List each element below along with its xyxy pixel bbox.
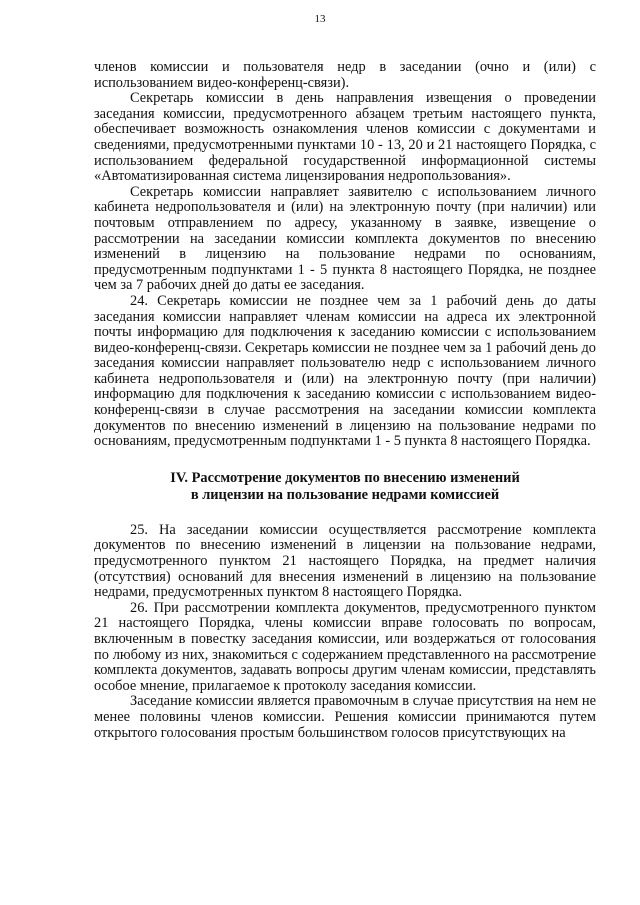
- section-heading-line-2: в лицензии на пользование недрами комиссией: [190, 486, 500, 503]
- paragraph-secretary-access: Секретарь комиссии в день направления извещения о проведении заседания комиссии, предусмотренного абзацем третьим настоящего пункта, обеспечивает возможность ознакомления членов комиссии с документами и сведениями, предусмотренными пунктами 10 - 13, 20 и 21 настоящего Порядка, с использованием федеральной государственной информационной системы «Автоматизированная система лицензирования недропользования».: [94, 90, 596, 185]
- paragraph-quorum: Заседание комиссии является правомочным в случае присутствия на нем не менее половины членов комиссии. Решения комиссии принимаются путем открытого голосования простым большинством голосов присутствующих на: [94, 693, 596, 741]
- paragraph-24: 24. Секретарь комиссии не позднее чем за 1 рабочий день до даты заседания комиссии направляет членам комиссии на адреса их электронной почты информацию для подключения к заседанию комиссии с использованием видео-конференц-связи. Секретарь комиссии не позднее чем за 1 рабочий день до заседания комиссии направляет пользователю недр с использованием личного кабинета недропользователя и (или) на электронную почту (при наличии) информацию для подключения к заседанию комиссии с использованием видео-конференц-связи в случае рассмотрения на заседании комиссии комплекта документов по внесению изменений в лицензию на пользование недрами по основаниям, предусмотренным подпунктами 1 - 5 пункта 8 настоящего Порядка.: [94, 292, 596, 450]
- paragraph-secretary-notice: Секретарь комиссии направляет заявителю с использованием личного кабинета недропользователя и (или) на электронную почту (при наличии) или почтовым отправлением по адресу, указанному в заявке, извещение о рассмотрении на заседании комиссии комплекта документов по внесению изменений в лицензию на пользование недрами по основаниям, предусмотренным подпунктами 1 - 5 пункта 8 настоящего Порядка, не позднее чем за 7 рабочих дней до даты ее заседания.: [94, 183, 596, 294]
- section-heading: [94, 470, 596, 504]
- paragraph-25: 25. На заседании комиссии осуществляется рассмотрение комплекта документов по внесению изменений в лицензии на пользование недрами, предусмотренного пунктом 21 настоящего Порядка, на предмет наличия (отсутствия) оснований для внесения изменений в лицензию на пользование недрами, предусмотренных пунктом 8 настоящего Порядка.: [94, 521, 596, 601]
- page-body: [94, 60, 596, 741]
- paragraph-continuation: членов комиссии и пользователя недр в заседании (очно и (или) с использованием видео-конференц-связи).: [94, 59, 596, 91]
- page-number: 13: [314, 13, 326, 25]
- paragraph-26: 26. При рассмотрении комплекта документов, предусмотренного пунктом 21 настоящего Порядка, члены комиссии вправе голосовать по вопросам, включенным в повестку заседания комиссии, или воздержаться от голосования по любому из них, знакомиться с содержанием представленного на рассмотрение комплекта документов, задавать вопросы другим членам комиссии, представлять особое мнение, прилагаемое к протоколу заседания комиссии.: [94, 599, 596, 694]
- section-heading-line-1: IV. Рассмотрение документов по внесению изменений: [170, 469, 520, 486]
